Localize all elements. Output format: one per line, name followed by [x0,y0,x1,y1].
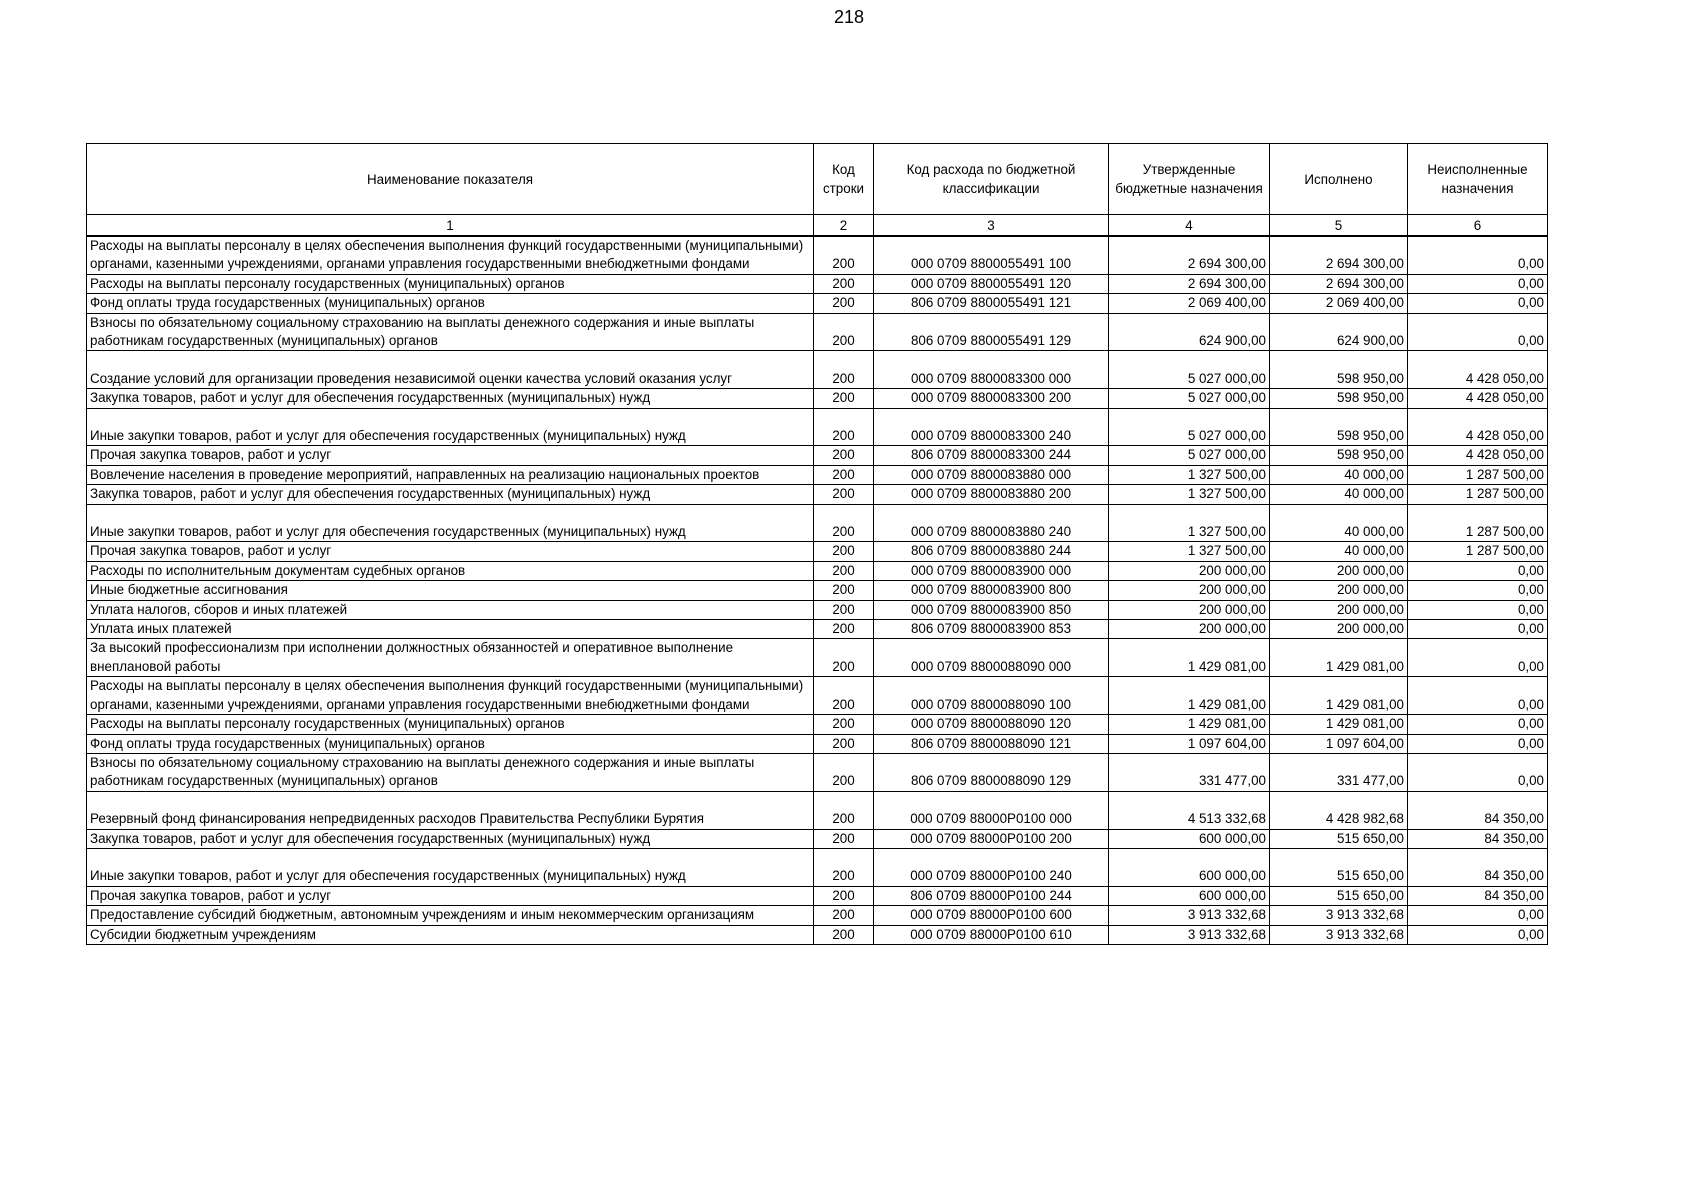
table-row [87,829,1548,848]
row-executed-cell: 515 650,00 [1270,829,1408,848]
row-line-code-cell: 200 [814,236,874,274]
row-executed-cell: 2 694 300,00 [1270,274,1408,293]
row-line-code-cell: 200 [814,408,874,446]
row-remaining-cell: 0,00 [1408,313,1548,351]
row-budget-code-cell: 000 0709 8800088090 100 [874,677,1109,715]
row-line-code-cell: 200 [814,504,874,542]
table-row [87,351,1548,389]
row-line-code-cell: 200 [814,925,874,944]
row-budget-code-cell: 000 0709 88000P0100 600 [874,906,1109,925]
row-name-cell: Иные закупки товаров, работ и услуг для обеспечения государственных (муниципальных) нужд [87,848,814,886]
row-name-cell: Прочая закупка товаров, работ и услуг [87,446,814,465]
row-executed-cell: 40 000,00 [1270,465,1408,484]
budget-execution-table [86,143,1548,945]
table-row [87,389,1548,408]
row-line-code-cell: 200 [814,351,874,389]
row-budget-code-cell: 806 0709 8800055491 129 [874,313,1109,351]
row-budget-code-cell: 000 0709 88000P0100 610 [874,925,1109,944]
table-row [87,906,1548,925]
row-budget-code-cell: 000 0709 8800088090 000 [874,639,1109,677]
row-approved-cell: 600 000,00 [1109,829,1270,848]
table-row [87,561,1548,580]
row-remaining-cell: 84 350,00 [1408,791,1548,829]
table-row [87,677,1548,715]
row-executed-cell: 515 650,00 [1270,848,1408,886]
row-remaining-cell: 84 350,00 [1408,848,1548,886]
row-remaining-cell: 0,00 [1408,925,1548,944]
row-remaining-cell: 4 428 050,00 [1408,389,1548,408]
table-row [87,236,1548,274]
row-line-code-cell: 200 [814,677,874,715]
table-row [87,620,1548,639]
row-executed-cell: 1 429 081,00 [1270,677,1408,715]
row-budget-code-cell: 000 0709 8800083880 240 [874,504,1109,542]
table-row [87,542,1548,561]
row-executed-cell: 40 000,00 [1270,542,1408,561]
row-line-code-cell: 200 [814,446,874,465]
header-remaining: Неисполненные назначения [1408,144,1548,215]
row-approved-cell: 600 000,00 [1109,848,1270,886]
row-executed-cell: 2 694 300,00 [1270,236,1408,274]
row-approved-cell: 1 429 081,00 [1109,677,1270,715]
row-remaining-cell: 0,00 [1408,753,1548,791]
column-number: 4 [1109,215,1270,237]
row-approved-cell: 624 900,00 [1109,313,1270,351]
row-line-code-cell: 200 [814,848,874,886]
row-name-cell: Закупка товаров, работ и услуг для обеспечения государственных (муниципальных) нужд [87,829,814,848]
row-line-code-cell: 200 [814,886,874,905]
row-approved-cell: 3 913 332,68 [1109,925,1270,944]
row-name-cell: Расходы на выплаты персоналу в целях обеспечения выполнения функций государственными (муниципальными) органами, казенными учреждениями, органами управления государственными внебюджетными фондами [87,677,814,715]
table-row [87,639,1548,677]
row-approved-cell: 200 000,00 [1109,561,1270,580]
header-budget-code: Код расхода по бюджетной классификации [874,144,1109,215]
row-budget-code-cell: 000 0709 8800055491 120 [874,274,1109,293]
row-approved-cell: 1 327 500,00 [1109,504,1270,542]
row-approved-cell: 5 027 000,00 [1109,446,1270,465]
row-remaining-cell: 0,00 [1408,906,1548,925]
row-line-code-cell: 200 [814,639,874,677]
row-name-cell: Расходы по исполнительным документам судебных органов [87,561,814,580]
row-budget-code-cell: 000 0709 8800083900 000 [874,561,1109,580]
row-line-code-cell: 200 [814,791,874,829]
row-remaining-cell: 1 287 500,00 [1408,465,1548,484]
header-approved: Утвержденные бюджетные назначения [1109,144,1270,215]
table-row [87,600,1548,619]
column-number: 2 [814,215,874,237]
row-executed-cell: 624 900,00 [1270,313,1408,351]
row-approved-cell: 1 327 500,00 [1109,465,1270,484]
row-approved-cell: 200 000,00 [1109,581,1270,600]
row-approved-cell: 1 327 500,00 [1109,542,1270,561]
row-executed-cell: 40 000,00 [1270,504,1408,542]
row-budget-code-cell: 000 0709 8800083880 000 [874,465,1109,484]
row-executed-cell: 3 913 332,68 [1270,906,1408,925]
table-row [87,886,1548,905]
row-budget-code-cell: 806 0709 8800088090 129 [874,753,1109,791]
row-approved-cell: 5 027 000,00 [1109,351,1270,389]
row-approved-cell: 1 429 081,00 [1109,639,1270,677]
row-name-cell: Уплата иных платежей [87,620,814,639]
row-executed-cell: 598 950,00 [1270,408,1408,446]
row-remaining-cell: 0,00 [1408,274,1548,293]
row-name-cell: Взносы по обязательному социальному страхованию на выплаты денежного содержания и иные выплаты работникам государственных (муниципальных) органов [87,753,814,791]
row-budget-code-cell: 000 0709 88000P0100 000 [874,791,1109,829]
row-remaining-cell: 84 350,00 [1408,886,1548,905]
row-name-cell: Фонд оплаты труда государственных (муниципальных) органов [87,294,814,313]
column-number: 3 [874,215,1109,237]
row-executed-cell: 200 000,00 [1270,561,1408,580]
table-body [87,236,1548,944]
row-executed-cell: 200 000,00 [1270,581,1408,600]
row-approved-cell: 4 513 332,68 [1109,791,1270,829]
row-name-cell: Фонд оплаты труда государственных (муниципальных) органов [87,734,814,753]
row-name-cell: Резервный фонд финансирования непредвиденных расходов Правительства Республики Бурятия [87,791,814,829]
row-remaining-cell: 0,00 [1408,561,1548,580]
row-approved-cell: 5 027 000,00 [1109,389,1270,408]
row-remaining-cell: 0,00 [1408,715,1548,734]
row-executed-cell: 598 950,00 [1270,446,1408,465]
row-budget-code-cell: 806 0709 8800083900 853 [874,620,1109,639]
header-executed: Исполнено [1270,144,1408,215]
table-row [87,848,1548,886]
header-line-code: Код строки [814,144,874,215]
table-row [87,581,1548,600]
row-executed-cell: 331 477,00 [1270,753,1408,791]
row-name-cell: Расходы на выплаты персоналу государственных (муниципальных) органов [87,274,814,293]
row-executed-cell: 40 000,00 [1270,485,1408,504]
row-name-cell: Иные закупки товаров, работ и услуг для обеспечения государственных (муниципальных) нужд [87,504,814,542]
row-name-cell: Прочая закупка товаров, работ и услуг [87,886,814,905]
row-budget-code-cell: 000 0709 88000P0100 200 [874,829,1109,848]
row-budget-code-cell: 806 0709 8800055491 121 [874,294,1109,313]
row-line-code-cell: 200 [814,561,874,580]
row-executed-cell: 200 000,00 [1270,620,1408,639]
row-name-cell: Иные бюджетные ассигнования [87,581,814,600]
table-row [87,465,1548,484]
row-name-cell: Расходы на выплаты персоналу в целях обеспечения выполнения функций государственными (муниципальными) органами, казенными учреждениями, органами управления государственными внебюджетными фондами [87,236,814,274]
row-executed-cell: 1 097 604,00 [1270,734,1408,753]
table-row [87,446,1548,465]
row-budget-code-cell: 000 0709 8800083300 000 [874,351,1109,389]
page-number: 218 [833,7,865,27]
row-remaining-cell: 0,00 [1408,734,1548,753]
table-row [87,925,1548,944]
row-name-cell: Создание условий для организации проведения независимой оценки качества условий оказания услуг [87,351,814,389]
row-line-code-cell: 200 [814,906,874,925]
row-executed-cell: 2 069 400,00 [1270,294,1408,313]
row-line-code-cell: 200 [814,274,874,293]
row-line-code-cell: 200 [814,753,874,791]
row-name-cell: Расходы на выплаты персоналу государственных (муниципальных) органов [87,715,814,734]
column-number: 1 [87,215,814,237]
row-budget-code-cell: 806 0709 8800088090 121 [874,734,1109,753]
row-approved-cell: 2 694 300,00 [1109,236,1270,274]
row-budget-code-cell: 806 0709 8800083300 244 [874,446,1109,465]
row-remaining-cell: 1 287 500,00 [1408,485,1548,504]
row-approved-cell: 1 327 500,00 [1109,485,1270,504]
row-executed-cell: 1 429 081,00 [1270,715,1408,734]
header-row [87,144,1548,215]
row-approved-cell: 1 429 081,00 [1109,715,1270,734]
row-line-code-cell: 200 [814,542,874,561]
row-name-cell: Прочая закупка товаров, работ и услуг [87,542,814,561]
row-name-cell: Субсидии бюджетным учреждениям [87,925,814,944]
table-row [87,504,1548,542]
row-approved-cell: 5 027 000,00 [1109,408,1270,446]
table-row [87,294,1548,313]
row-line-code-cell: 200 [814,829,874,848]
row-line-code-cell: 200 [814,389,874,408]
row-budget-code-cell: 000 0709 8800083300 240 [874,408,1109,446]
row-approved-cell: 600 000,00 [1109,886,1270,905]
row-name-cell: За высокий профессионализм при исполнении должностных обязанностей и оперативное выполнение внеплановой работы [87,639,814,677]
row-approved-cell: 3 913 332,68 [1109,906,1270,925]
row-approved-cell: 200 000,00 [1109,620,1270,639]
row-budget-code-cell: 000 0709 8800083900 850 [874,600,1109,619]
row-executed-cell: 4 428 982,68 [1270,791,1408,829]
row-budget-code-cell: 000 0709 8800083880 200 [874,485,1109,504]
row-remaining-cell: 0,00 [1408,294,1548,313]
table-row [87,313,1548,351]
row-remaining-cell: 4 428 050,00 [1408,408,1548,446]
table-row [87,734,1548,753]
row-executed-cell: 598 950,00 [1270,351,1408,389]
row-remaining-cell: 0,00 [1408,620,1548,639]
row-budget-code-cell: 000 0709 8800088090 120 [874,715,1109,734]
row-name-cell: Иные закупки товаров, работ и услуг для обеспечения государственных (муниципальных) нужд [87,408,814,446]
row-executed-cell: 200 000,00 [1270,600,1408,619]
row-line-code-cell: 200 [814,715,874,734]
row-line-code-cell: 200 [814,313,874,351]
column-number: 6 [1408,215,1548,237]
row-executed-cell: 1 429 081,00 [1270,639,1408,677]
column-number: 5 [1270,215,1408,237]
row-line-code-cell: 200 [814,734,874,753]
row-approved-cell: 2 069 400,00 [1109,294,1270,313]
row-budget-code-cell: 806 0709 8800083880 244 [874,542,1109,561]
row-line-code-cell: 200 [814,620,874,639]
table-row [87,274,1548,293]
row-remaining-cell: 0,00 [1408,600,1548,619]
row-remaining-cell: 0,00 [1408,677,1548,715]
row-line-code-cell: 200 [814,294,874,313]
row-executed-cell: 598 950,00 [1270,389,1408,408]
table-row [87,485,1548,504]
table-row [87,753,1548,791]
row-remaining-cell: 4 428 050,00 [1408,446,1548,465]
row-line-code-cell: 200 [814,581,874,600]
row-budget-code-cell: 000 0709 8800055491 100 [874,236,1109,274]
row-line-code-cell: 200 [814,600,874,619]
row-remaining-cell: 4 428 050,00 [1408,351,1548,389]
row-name-cell: Взносы по обязательному социальному страхованию на выплаты денежного содержания и иные выплаты работникам государственных (муниципальных) органов [87,313,814,351]
row-remaining-cell: 0,00 [1408,639,1548,677]
row-remaining-cell: 1 287 500,00 [1408,504,1548,542]
row-name-cell: Предоставление субсидий бюджетным, автономным учреждениям и иным некоммерческим организациям [87,906,814,925]
row-line-code-cell: 200 [814,465,874,484]
row-remaining-cell: 0,00 [1408,581,1548,600]
row-line-code-cell: 200 [814,485,874,504]
table-row [87,715,1548,734]
row-name-cell: Закупка товаров, работ и услуг для обеспечения государственных (муниципальных) нужд [87,485,814,504]
row-remaining-cell: 0,00 [1408,236,1548,274]
row-approved-cell: 1 097 604,00 [1109,734,1270,753]
row-remaining-cell: 84 350,00 [1408,829,1548,848]
row-budget-code-cell: 000 0709 8800083300 200 [874,389,1109,408]
row-name-cell: Закупка товаров, работ и услуг для обеспечения государственных (муниципальных) нужд [87,389,814,408]
header-name: Наименование показателя [87,144,814,215]
row-remaining-cell: 1 287 500,00 [1408,542,1548,561]
row-approved-cell: 200 000,00 [1109,600,1270,619]
row-name-cell: Уплата налогов, сборов и иных платежей [87,600,814,619]
row-budget-code-cell: 000 0709 8800083900 800 [874,581,1109,600]
row-approved-cell: 331 477,00 [1109,753,1270,791]
table-row [87,791,1548,829]
row-executed-cell: 515 650,00 [1270,886,1408,905]
row-name-cell: Вовлечение населения в проведение мероприятий, направленных на реализацию национальных проектов [87,465,814,484]
row-budget-code-cell: 806 0709 88000P0100 244 [874,886,1109,905]
table-row [87,408,1548,446]
row-approved-cell: 2 694 300,00 [1109,274,1270,293]
column-number-row [87,215,1548,237]
row-budget-code-cell: 000 0709 88000P0100 240 [874,848,1109,886]
row-executed-cell: 3 913 332,68 [1270,925,1408,944]
